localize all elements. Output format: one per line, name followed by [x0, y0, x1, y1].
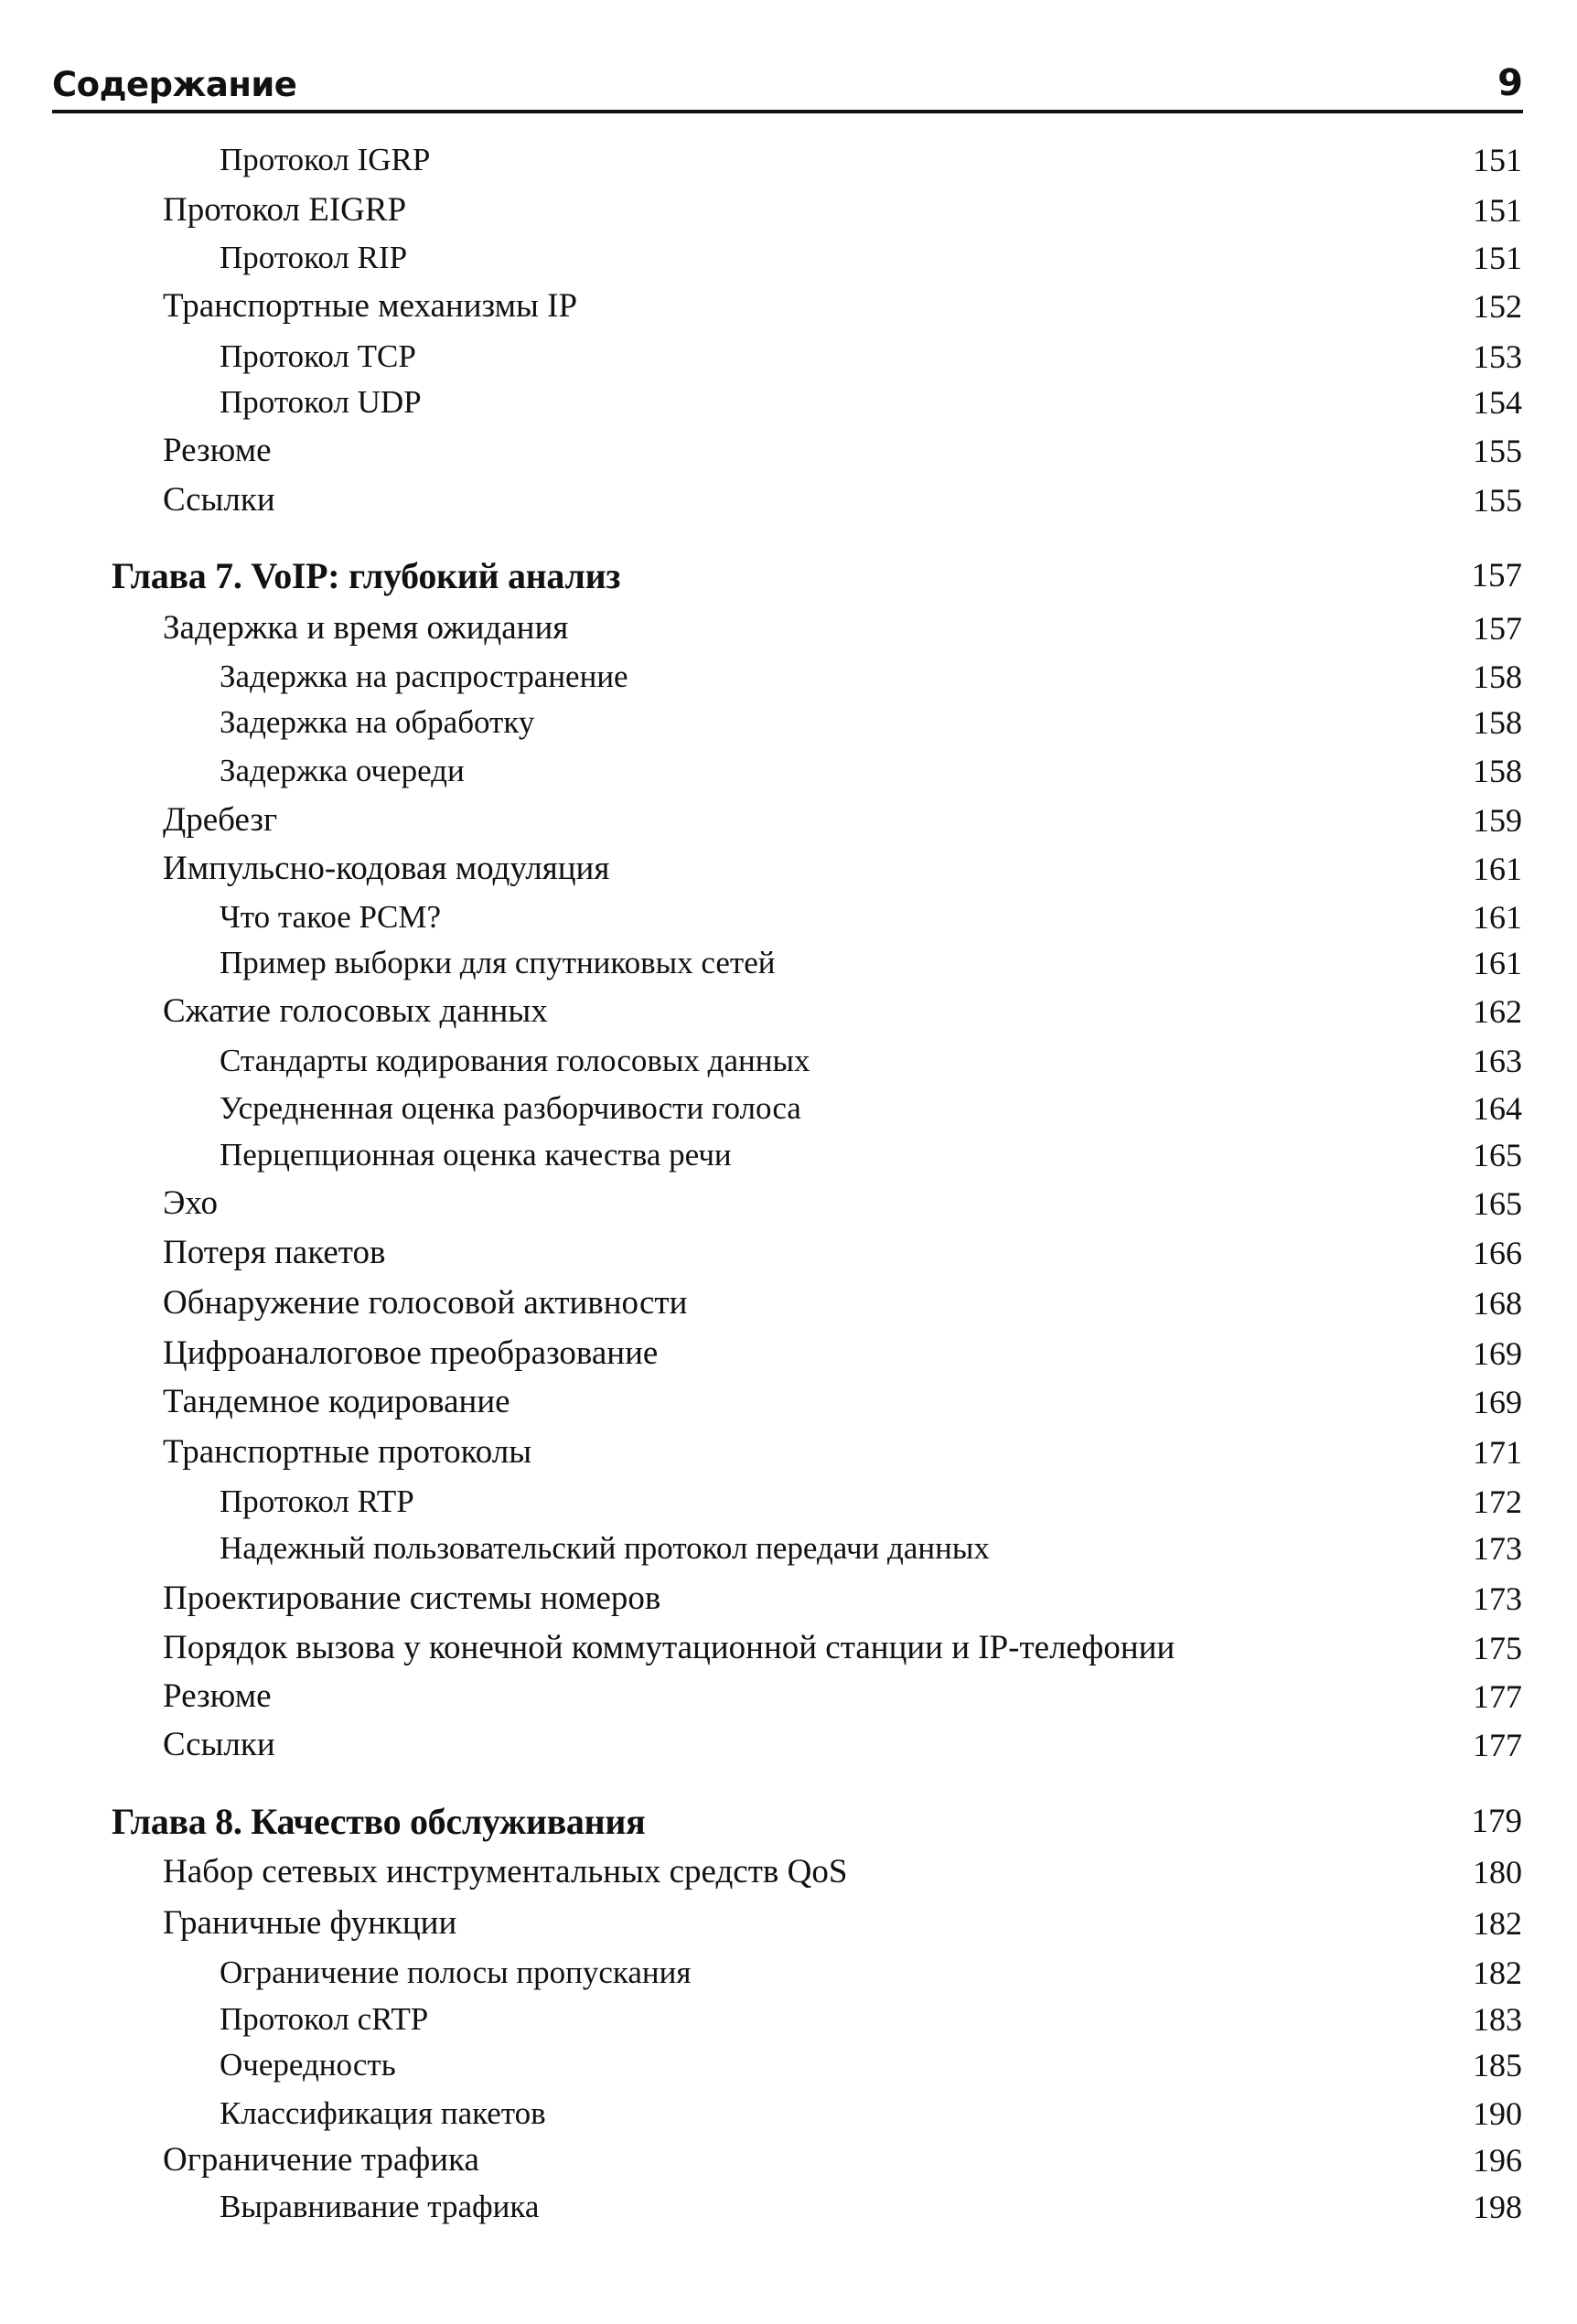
- toc-entry-page: 190: [1473, 2095, 1522, 2132]
- toc-entry-page: 157: [1471, 557, 1522, 594]
- toc-entry-title: Стандарты кодирования голосовых данных: [220, 1043, 810, 1078]
- toc-entry-page: 155: [1473, 433, 1522, 469]
- toc-entry-page: 171: [1473, 1434, 1522, 1471]
- toc-entry-page: 166: [1473, 1235, 1522, 1271]
- toc-entry-title: Протокол RIP: [220, 240, 408, 275]
- toc-entry-title: Протокол UDP: [220, 384, 422, 420]
- toc-entry: [0, 1997, 1577, 2042]
- toc-entry-title: Граничные функции: [163, 1904, 457, 1942]
- toc-entry: [0, 187, 1577, 233]
- toc-entry-title: Задержка на обработку: [220, 704, 535, 740]
- toc-entry: [0, 1576, 1577, 1622]
- toc-entry: [0, 605, 1577, 651]
- toc-entry: [0, 700, 1577, 745]
- toc-entry-page: 183: [1473, 2001, 1522, 2038]
- toc-entry: [0, 235, 1577, 281]
- toc-entry-page: 196: [1473, 2142, 1522, 2179]
- toc-entry-title: Задержка очереди: [220, 753, 465, 788]
- toc-entry-page: 161: [1473, 899, 1522, 936]
- toc-entry: [0, 846, 1577, 892]
- toc-entry-title: Усредненная оценка разборчивости голоса: [220, 1090, 801, 1126]
- toc-entry-page: 168: [1473, 1285, 1522, 1322]
- toc-entry-page: 159: [1473, 802, 1522, 839]
- running-header-page-number: 9: [1497, 62, 1523, 104]
- toc-entry-title: Очередность: [220, 2047, 396, 2083]
- toc-entry: [0, 1132, 1577, 1178]
- toc-entry-title: Цифроаналоговое преобразование: [163, 1334, 659, 1372]
- toc-entry-page: 165: [1473, 1185, 1522, 1222]
- toc-entry-title: Глава 8. Качество обслуживания: [112, 1801, 646, 1842]
- toc-entry: [0, 1181, 1577, 1226]
- toc-entry-title: Что такое PCM?: [220, 899, 441, 935]
- running-header-title: Содержание: [52, 65, 297, 104]
- toc-entry-title: Импульсно-кодовая модуляция: [163, 850, 610, 887]
- toc-entry-page: 165: [1473, 1137, 1522, 1173]
- toc-entry-title: Резюме: [163, 1677, 272, 1715]
- toc-entry-title: Перцепционная оценка качества речи: [220, 1137, 732, 1173]
- toc-entry-page: 161: [1473, 945, 1522, 981]
- toc-chapter-entry: [0, 553, 1577, 599]
- toc-entry-page: 162: [1473, 993, 1522, 1030]
- toc-entry: [0, 137, 1577, 183]
- toc-entry: [0, 1038, 1577, 1084]
- toc-entry-title: Ограничение полосы пропускания: [220, 1955, 692, 1990]
- toc-entry-page: 164: [1473, 1090, 1522, 1127]
- toc-entry-title: Тандемное кодирование: [163, 1383, 510, 1420]
- toc-entry: [0, 989, 1577, 1034]
- toc-entry: [0, 1674, 1577, 1719]
- toc-entry: [0, 380, 1577, 425]
- toc-entry-title: Порядок вызова у конечной коммутационной станции и IP-телефонии: [163, 1629, 1175, 1666]
- toc-entry-title: Протокол RTP: [220, 1483, 414, 1519]
- toc-entry: [0, 2184, 1577, 2230]
- toc-entry-page: 155: [1473, 482, 1522, 519]
- toc-entry-title: Транспортные механизмы IP: [163, 287, 578, 325]
- toc-entry: [0, 1331, 1577, 1376]
- toc-entry: [0, 1849, 1577, 1895]
- toc-entry: [0, 654, 1577, 700]
- toc-entry-page: 151: [1473, 240, 1522, 276]
- toc-entry-title: Проектирование системы номеров: [163, 1580, 661, 1617]
- toc-entry-title: Надежный пользовательский протокол передачи данных: [220, 1530, 990, 1566]
- toc-entry: [0, 1379, 1577, 1425]
- toc-entry-title: Протокол EIGRP: [163, 191, 407, 229]
- toc-entry-page: 169: [1473, 1384, 1522, 1420]
- toc-entry-page: 163: [1473, 1043, 1522, 1079]
- toc-entry-page: 153: [1473, 338, 1522, 375]
- toc-entry-title: Задержка на распространение: [220, 659, 628, 694]
- toc-entry-page: 157: [1473, 610, 1522, 647]
- toc-entry-page: 182: [1473, 1905, 1522, 1942]
- toc-entry-page: 152: [1473, 288, 1522, 325]
- toc-entry-page: 173: [1473, 1580, 1522, 1617]
- toc-entry: [0, 1722, 1577, 1768]
- toc-entry-page: 198: [1473, 2189, 1522, 2225]
- toc-entry: [0, 894, 1577, 940]
- toc-entry-title: Протокол TCP: [220, 338, 416, 374]
- toc-entry: [0, 428, 1577, 474]
- toc-entry-page: 173: [1473, 1530, 1522, 1567]
- toc-entry-title: Ссылки: [163, 481, 275, 519]
- toc-entry-title: Протокол IGRP: [220, 142, 431, 177]
- toc-entry-page: 180: [1473, 1854, 1522, 1890]
- toc-entry: [0, 940, 1577, 986]
- toc-entry: [0, 1280, 1577, 1326]
- toc-entry: [0, 2137, 1577, 2183]
- toc-entry-title: Ссылки: [163, 1726, 275, 1763]
- toc-entry-page: 161: [1473, 851, 1522, 887]
- toc-entry-page: 179: [1471, 1803, 1522, 1840]
- toc-entry-page: 172: [1473, 1483, 1522, 1520]
- toc-entry-page: 182: [1473, 1955, 1522, 1991]
- toc-entry: [0, 1230, 1577, 1276]
- toc-entry: [0, 798, 1577, 843]
- toc-entry-page: 175: [1473, 1630, 1522, 1666]
- toc-entry-title: Обнаружение голосовой активности: [163, 1284, 688, 1322]
- toc-entry-title: Глава 7. VoIP: глубокий анализ: [112, 555, 621, 596]
- toc-entry: [0, 1901, 1577, 1946]
- toc-entry-page: 177: [1473, 1678, 1522, 1715]
- toc-entry: [0, 2091, 1577, 2137]
- toc-chapter-entry: [0, 1799, 1577, 1845]
- toc-entry-title: Транспортные протоколы: [163, 1433, 532, 1471]
- toc-entry: [0, 284, 1577, 329]
- toc-entry-page: 177: [1473, 1727, 1522, 1763]
- toc-entry: [0, 334, 1577, 380]
- toc-entry-title: Резюме: [163, 432, 272, 469]
- toc-entry-page: 169: [1473, 1335, 1522, 1372]
- toc-entry-title: Ограничение трафика: [163, 2141, 479, 2179]
- toc-entry: [0, 1950, 1577, 1996]
- toc-entry-title: Пример выборки для спутниковых сетей: [220, 945, 776, 980]
- toc-entry-title: Эхо: [163, 1184, 219, 1222]
- toc-entry: [0, 1430, 1577, 1475]
- toc-entry-page: 185: [1473, 2047, 1522, 2083]
- toc-entry-title: Сжатие голосовых данных: [163, 992, 548, 1030]
- toc-entry-title: Набор сетевых инструментальных средств QoS: [163, 1853, 848, 1890]
- toc-entry-title: Дребезг: [163, 801, 278, 839]
- toc-entry: [0, 1526, 1577, 1571]
- toc-entry: [0, 1479, 1577, 1525]
- toc-entry-page: 158: [1473, 704, 1522, 741]
- toc-entry-page: 151: [1473, 192, 1522, 229]
- toc-entry-title: Задержка и время ожидания: [163, 609, 569, 647]
- toc-entry-page: 154: [1473, 384, 1522, 421]
- toc-entry: [0, 1086, 1577, 1131]
- toc-entry-title: Выравнивание трафика: [220, 2189, 540, 2224]
- toc-entry-page: 158: [1473, 659, 1522, 695]
- toc-entry-title: Классификация пакетов: [220, 2095, 546, 2131]
- toc-entry-page: 158: [1473, 753, 1522, 789]
- toc-entry: [0, 1625, 1577, 1671]
- toc-entry-page: 151: [1473, 142, 1522, 178]
- toc-entry-title: Протокол cRTP: [220, 2001, 429, 2037]
- toc-entry-title: Потеря пакетов: [163, 1234, 386, 1271]
- toc-entry: [0, 748, 1577, 794]
- toc-entry: [0, 2042, 1577, 2088]
- toc-entry: [0, 477, 1577, 523]
